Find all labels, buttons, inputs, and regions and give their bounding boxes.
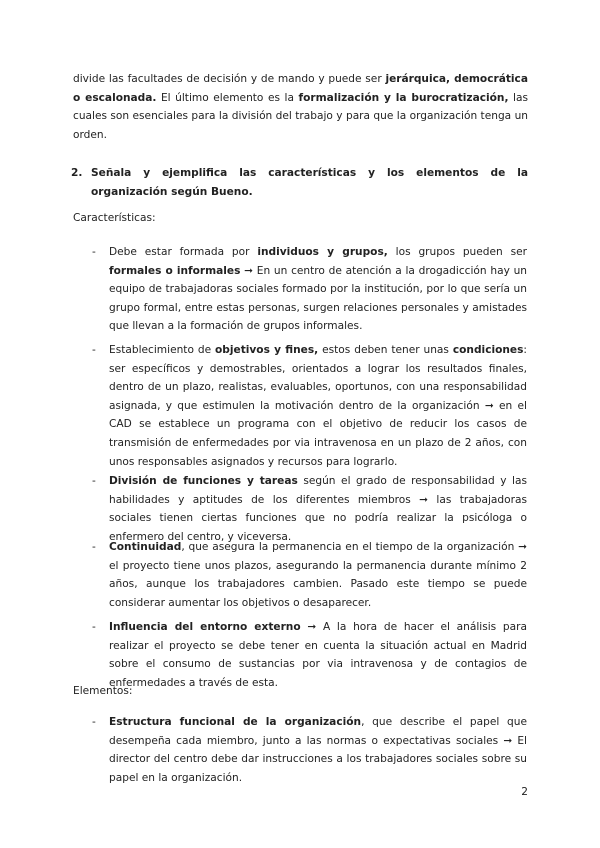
list-item: - Debe estar formada por individuos y grupos, los grupos pueden ser formales o informales ➞ En un centro de atención a la drogadicción hay un equipo de trabajadoras sociales formado por la institución, por lo que sería un grupo formal, entre estas personas, surgen relaciones personales y amistades que llevan a la formación de grupos informales. <box>109 243 527 336</box>
list-item: - División de funciones y tareas según el grado de responsabilidad y las habilidades y aptitudes de los diferentes miembros ➞ las trabajadoras sociales tienen ciertas funciones que no podría realizar la psicóloga o enfermero del centro, y viceversa. <box>109 472 527 546</box>
list-item: - Establecimiento de objetivos y fines, estos deben tener unas condiciones: ser específicos y demostrables, orientados a lograr los resultados finales, dentro de un plazo, realistas, evaluables, oportunos, con una responsabilidad asignada, y que estimulen la motivación dentro de la organización ➞ en el CAD se establece un programa con el objetivo de reducir los casos de transmisión de enfermedades por via intravenosa en un plazo de 2 años, con unos responsables asignados y recursos para lograrlo. <box>109 341 527 471</box>
heading-number: 2. <box>71 167 83 179</box>
list-item: - Influencia del entorno externo ➞ A la hora de hacer el análisis para realizar el proyecto se debe tener en cuenta la situación actual en Madrid sobre el consumo de sustancias por via intravenosa y de contagios de enfermedades a través de esta. <box>109 618 527 692</box>
bullet-dash: - <box>92 344 96 356</box>
bullet-dash: - <box>92 246 96 258</box>
caracteristicas-label: Características: <box>73 212 156 224</box>
heading-text: Señala y ejemplifica las características y los elementos de la organización según Bueno. <box>91 167 528 198</box>
page-number: 2 <box>521 786 528 798</box>
bullet-dash: - <box>92 621 96 633</box>
bullet-dash: - <box>92 475 96 487</box>
bullet-dash: - <box>92 541 96 553</box>
elementos-label: Elementos: <box>73 685 133 697</box>
bullet-dash: - <box>92 716 96 728</box>
question-heading <box>71 164 528 201</box>
list-item: - Continuidad, que asegura la permanencia en el tiempo de la organización ➞ el proyecto tiene unos plazos, asegurando la permanencia durante mínimo 2 años, aunque los trabajadores cambien. Pasado este tiempo se puede considerar aumentar los objetivos o desaparecer. <box>109 538 527 612</box>
list-item: - Estructura funcional de la organización, que describe el papel que desempeña cada miembro, junto a las normas o expectativas sociales ➞ El director del centro debe dar instrucciones a los trabajadores sociales sobre su papel en la organización. <box>109 713 527 787</box>
intro-paragraph: divide las facultades de decisión y de mando y puede ser jerárquica, democrática o escalonada. El último elemento es la formalización y la burocratización, las cuales son esenciales para la división del trabajo y para que la organización tenga un orden. <box>73 73 528 141</box>
